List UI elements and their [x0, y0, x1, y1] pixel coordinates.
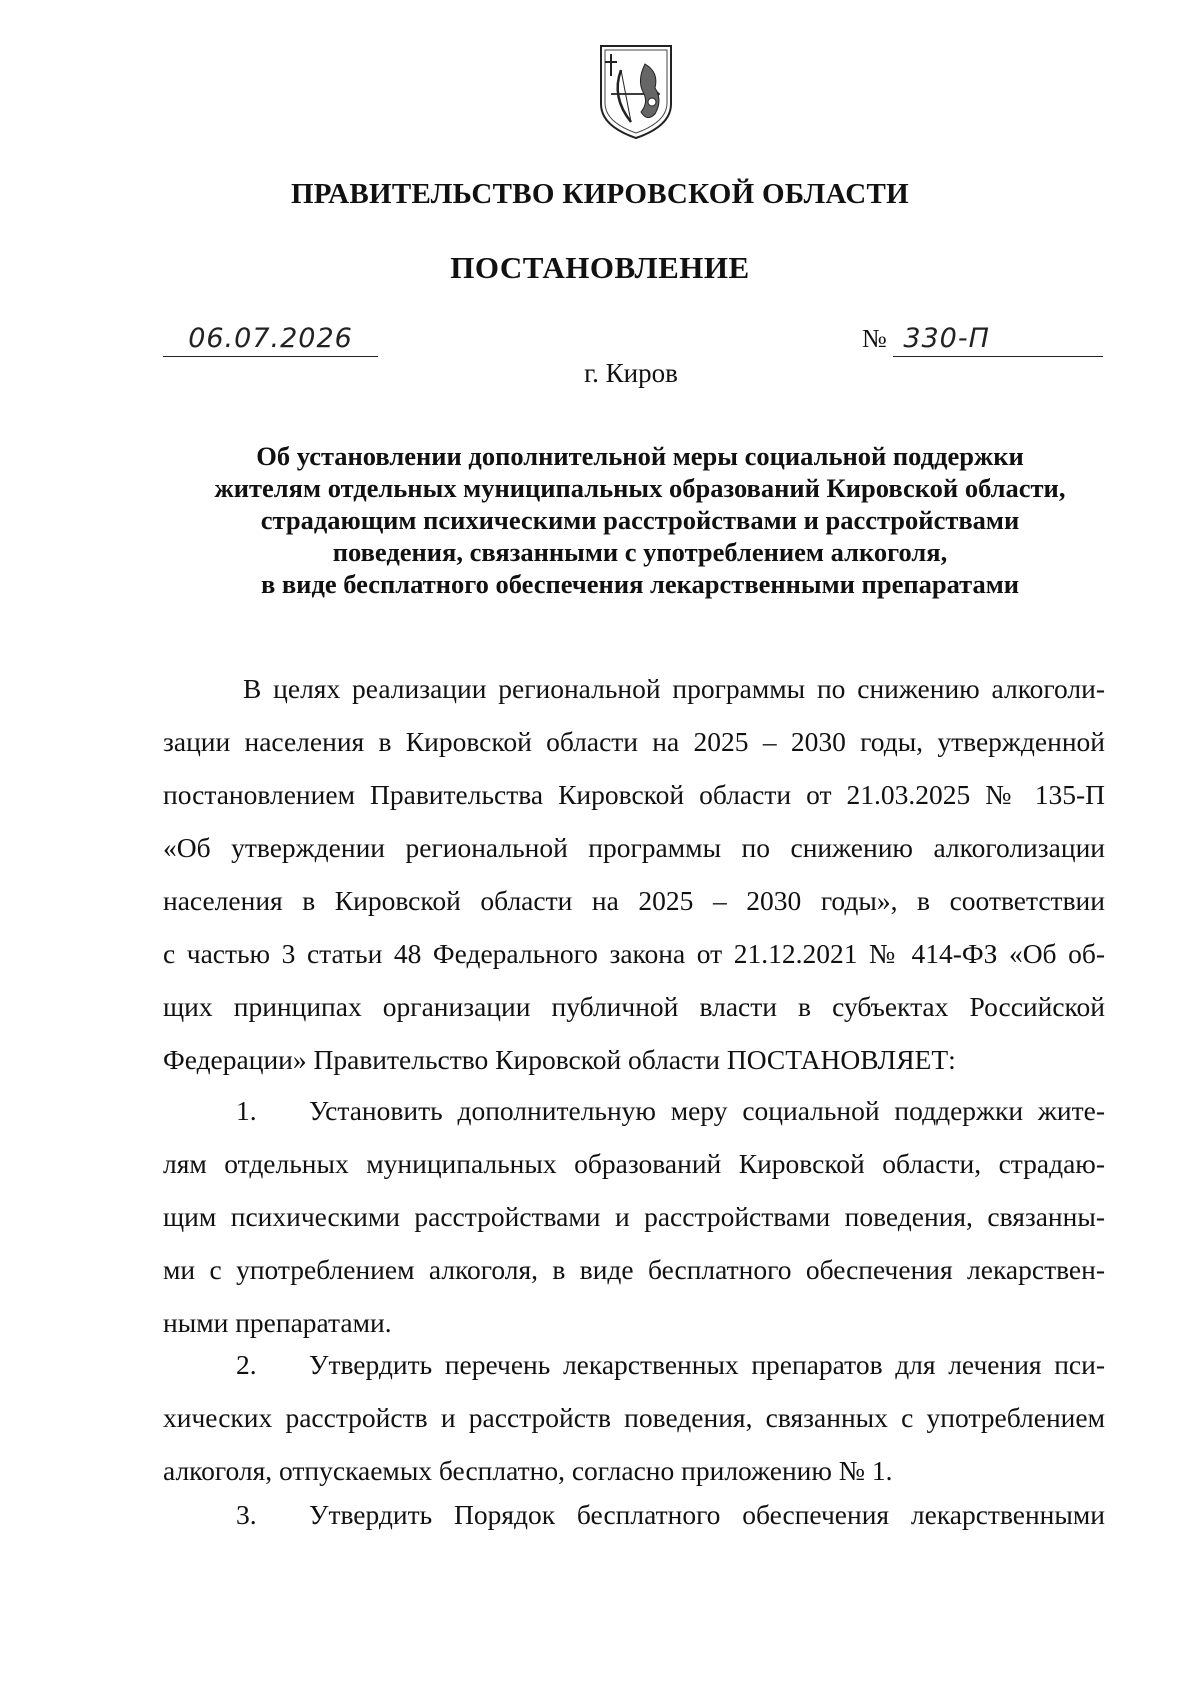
item-line: алкоголя, отпускаемых бесплатно, согласно приложению № 1. — [163, 1455, 893, 1486]
preamble-line: населения в Кировской области на 2025 – 2030 годы», в соответствии — [163, 885, 1105, 916]
coat-of-arms-emblem — [597, 42, 675, 142]
title-line: страдающим психическими расстройствами и расстройствами — [260, 505, 1020, 535]
item-line: щим психическими расстройствами и расстройствами поведения, связанны- — [163, 1201, 1105, 1232]
document-date: 06.07.2026 — [163, 322, 378, 357]
preamble-line: постановлением Правительства Кировской области от 21.03.2025 № 135-П — [163, 779, 1105, 810]
number-sign: № — [862, 324, 887, 353]
document-number: 330-П — [893, 322, 1103, 357]
title-line: Об установлении дополнительной меры социальной поддержки — [256, 441, 1024, 471]
document-type: ПОСТАНОВЛЕНИЕ — [450, 250, 750, 285]
preamble-line: «Об утверждении региональной программы по снижению алкоголизации — [163, 832, 1105, 863]
preamble-line: В целях реализации региональной программы по снижению алкоголи- — [243, 673, 1105, 704]
item-first-line: Утвердить Порядок бесплатного обеспечения лекарственными — [309, 1499, 1105, 1530]
list-item — [163, 1084, 1105, 1349]
title-line: в виде бесплатного обеспечения лекарственными препаратами — [260, 569, 1020, 599]
item-number: 1. — [236, 1095, 257, 1126]
government-name: ПРАВИТЕЛЬСТВО КИРОВСКОЙ ОБЛАСТИ — [290, 178, 910, 210]
item-first-line: Установить дополнительную меру социальной поддержки жите- — [309, 1095, 1105, 1126]
preamble-line: Федерации» Правительство Кировской области ПОСТАНОВЛЯЕТ: — [163, 1044, 956, 1075]
preamble-paragraph — [163, 662, 1105, 1086]
title-line: поведения, связанными с употреблением алкоголя, — [332, 537, 948, 567]
preamble-line: щих принципах организации публичной власти в субъектах Российской — [163, 991, 1105, 1022]
item-line: ными препаратами. — [163, 1307, 392, 1338]
item-line: хических расстройств и расстройств поведения, связанных с употреблением — [163, 1402, 1105, 1433]
item-number: 3. — [236, 1499, 257, 1530]
document-number-block — [862, 322, 1103, 356]
list-item — [163, 1338, 1105, 1497]
preamble-line: с частью 3 статьи 48 Федерального закона от 21.12.2021 № 414-ФЗ «Об об- — [163, 938, 1105, 969]
document-title — [140, 440, 1140, 600]
title-line: жителям отдельных муниципальных образований Кировской области, — [214, 473, 1066, 503]
item-line: ми с употреблением алкоголя, в виде бесплатного обеспечения лекарствен- — [163, 1254, 1105, 1285]
city: г. Киров — [584, 358, 678, 388]
item-first-line: Утвердить перечень лекарственных препаратов для лечения пси- — [309, 1349, 1105, 1380]
preamble-line: зации населения в Кировской области на 2025 – 2030 годы, утвержденной — [163, 726, 1105, 757]
item-line: лям отдельных муниципальных образований Кировской области, страдаю- — [163, 1148, 1105, 1179]
list-item — [163, 1488, 1105, 1541]
item-number: 2. — [236, 1349, 257, 1380]
